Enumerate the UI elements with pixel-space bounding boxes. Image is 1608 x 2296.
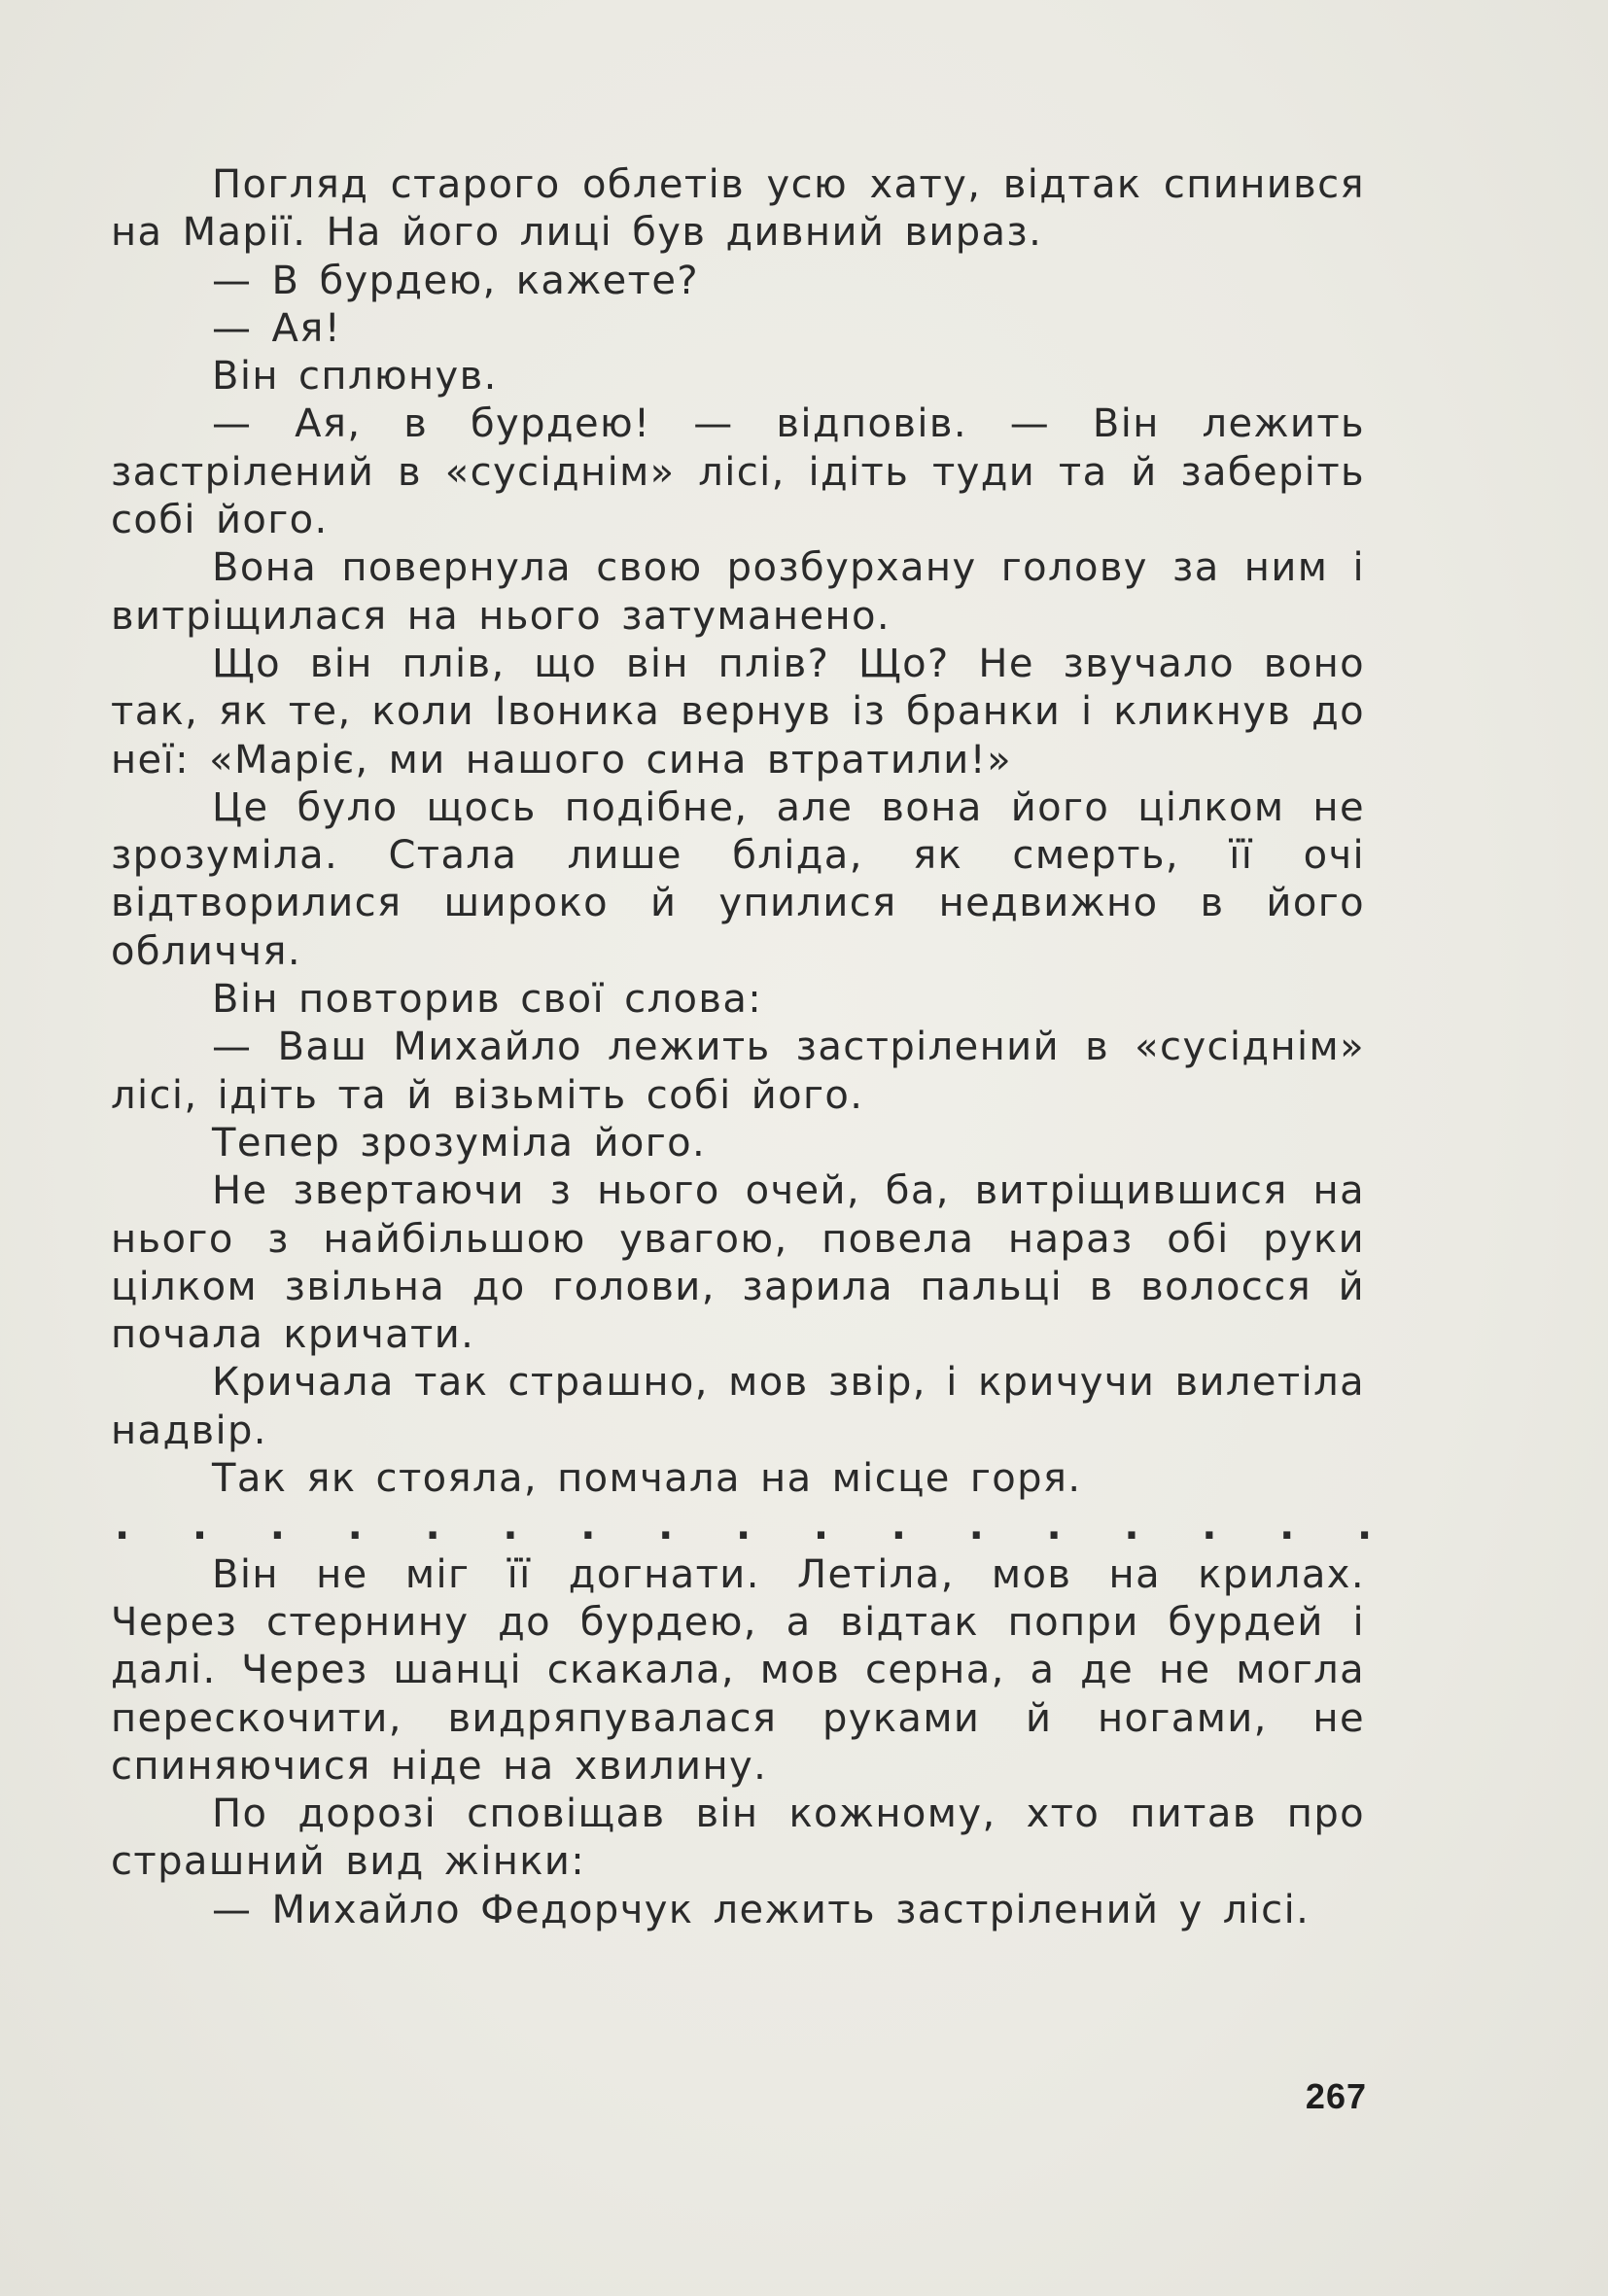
paragraph: Що він плів, що він плів? Що? Не звучало воно так, як те, коли Івоника вернув із бранки і кликнув до неї: «Маріє, ми нашого сина втратили!» [111, 641, 1365, 783]
paragraph: Не звертаючи з нього очей, ба, витріщившися на нього з найбільшою увагою, повела нараз обі руки цілком звільна до голови, зарила пальці в волосся й почала кричати. [111, 1168, 1365, 1358]
separator-dot: . [580, 1504, 597, 1549]
separator-dot: . [813, 1504, 830, 1549]
separator-dot: . [1279, 1504, 1296, 1549]
separator-dot: . [192, 1504, 209, 1549]
separator-dot: . [425, 1504, 442, 1549]
separator-dot: . [503, 1504, 519, 1549]
paragraph: Погляд старого облетів усю хату, відтак спинився на Марії. На його лиці був дивний вираз. [111, 162, 1365, 256]
paragraph: Він сплюнув. [212, 354, 498, 400]
separator-dot: . [658, 1504, 675, 1549]
paragraph: Він повторив свої слова: [212, 977, 763, 1023]
separator-dot: . [115, 1504, 131, 1549]
separator-dot: . [736, 1504, 752, 1549]
paragraph: — В бурдею, кажете? [212, 258, 700, 303]
paragraph: По дорозі сповіщав він кожному, хто питав про страшний вид жінки: [111, 1792, 1365, 1885]
separator-dot: . [968, 1504, 986, 1549]
separator-dot: . [1202, 1504, 1218, 1549]
paragraph: Він не міг її догнати. Летіла, мов на крилах. Через стернину до бурдею, а відтак попри бурдей і далі. Через шанці скакала, мов серна, а де не могла перескочити, видряпувалася руками й ногами, не спиняючися ніде на хвилину. [111, 1551, 1365, 1789]
section-separator [111, 1503, 1374, 1550]
paragraph: Тепер зрозуміла його. [212, 1120, 707, 1165]
paragraph: — Ваш Михайло лежить застрілений в «сусіднім» лісі, ідіть та й візьміть собі його. [111, 1025, 1365, 1118]
separator-dot: . [1124, 1504, 1140, 1549]
paragraph: Вона повернула свою розбурхану голову за ним і витріщилася на нього затуманено. [111, 545, 1365, 639]
paragraph: — Ая! [212, 305, 342, 351]
separator-dot: . [891, 1504, 908, 1549]
separator-dot: . [269, 1504, 287, 1549]
paragraph: Це було щось подібне, але вона його цілком не зрозуміла. Стала лише бліда, як смерть, її очі відтворилися широко й упилися недвижно в його обличчя. [111, 784, 1365, 974]
body-text [111, 161, 1374, 1934]
page-number: 267 [1305, 2076, 1367, 2116]
separator-dot: . [1046, 1504, 1064, 1549]
separator-dot: . [347, 1504, 365, 1549]
paragraph: — Ая, в бурдею! — відповів. — Він лежить застрілений в «сусіднім» лісі, ідіть туди та й заберіть собі його. [111, 401, 1365, 543]
separator-dot: . [1357, 1504, 1374, 1549]
paragraph: Так як стояла, помчала на місце горя. [212, 1456, 1082, 1502]
paragraph: Кричала так страшно, мов звір, і кричучи вилетіла надвір. [111, 1360, 1365, 1453]
paragraph: — Михайло Федорчук лежить застрілений у лісі. [212, 1887, 1311, 1932]
